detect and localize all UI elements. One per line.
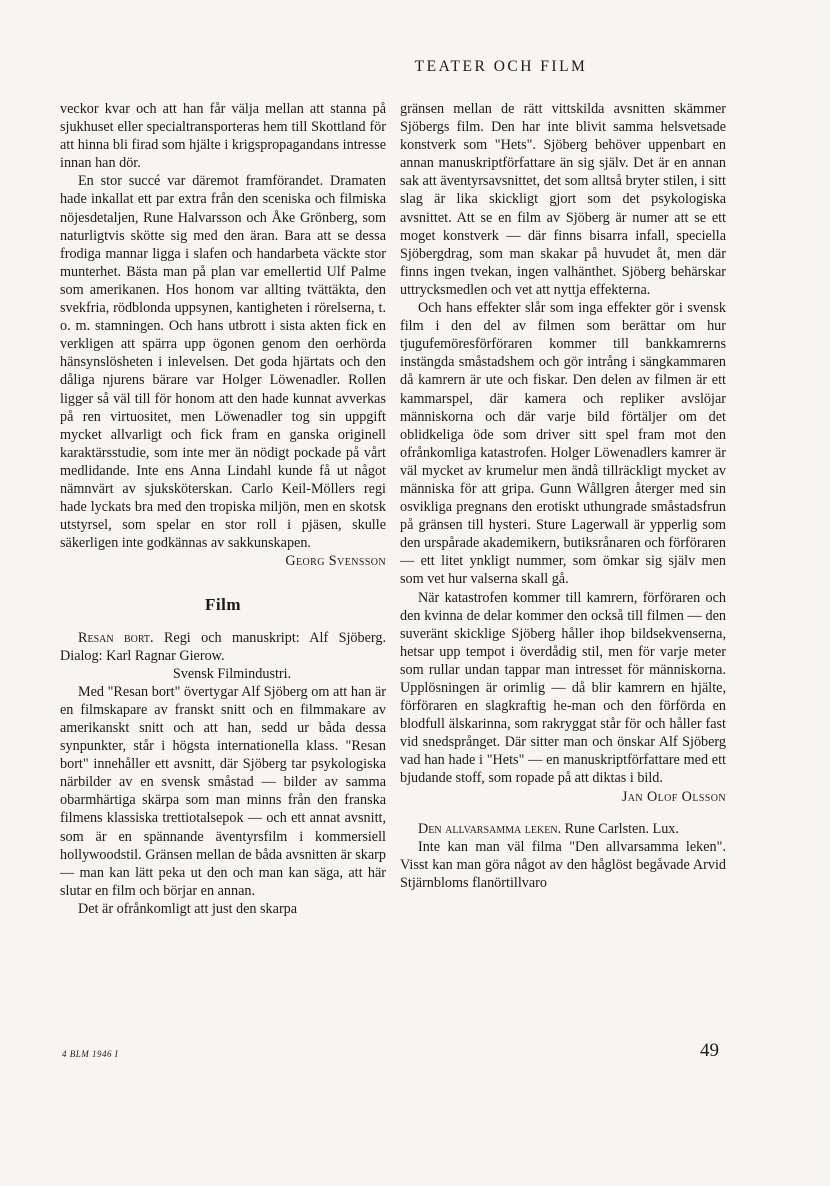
review-studio: Svensk Filmindustri. — [172, 665, 292, 682]
signature-mark: 4 BLM 1946 I — [62, 1049, 119, 1059]
right-paragraph-4: Inte kan man väl filma "Den allvarsamma leken". Visst kan man göra något av den håglöst begåvade Arvid Stjärnbloms flanörtillvaro — [400, 838, 726, 891]
review-title: Den allvarsamma leken. — [418, 820, 562, 837]
left-paragraph-2: En stor succé var däremot framförandet. Dramaten hade inkallat ett par extra från den sceniska och filmiska nöjesdetaljen, Rune Halvarsson och Åke Grönberg, som naturligtvis skötte sig med den äran. Bara att se dessa frodiga mannar ligga i slafen och handarbeta väckte stor munterhet. Bästa man på plan var emellertid Ulf Palme som amerikanen. Hos honom var allting tvättäkta, den svekfria, rödblonda uppsynen, kantigheten i rörelserna, t. o. m. stamningen. Och hans utbrott i sista akten fick en verkligen att spärra upp ögonen genom den oerhörda hänsynslösheten i inlevelsen. Det goda hjärtats och den dåliga njurens bärare var Holger Löwenadler. Rollen ligger så väl till för honom att den hade kunnat avverkas på ren virtuositet, men Löwenadler tog sin uppgift mycket allvarligt och fick fram en ganska originell karaktärsstudie, som inte mer än nödigt pockade på vårt medlidande. Inte ens Anna Lindahl kunde få ut något nämnvärt av sjuksköterskan. Carlo Keil-Möllers regi hade lyckats bra med den tropiska miljön, men en skotsk utstyrsel, som spelar en stor roll i pjäsen, skulle säkerligen inte godkännas av sakkunskapen. — [60, 173, 386, 552]
right-paragraph-3: När katastrofen kommer till kamrern, förföraren och den kvinna de delar kommer den också till filmen — den suveränt skicklige Sjöberg håller ihop bildsekvenserna, hetsar upp tempot i överdådig stil, men för varje meter som rullar undan tappar man intresset för människorna. Upplösningen är orimlig — då blir kamrern en hjälte, förföraren en slagkraftig he-man och den förförda en blodfull älskarinna, som rakryggat står för och håller fast vid snedsprånget. Där sitter man och önskar Alf Sjöberg vad han hade i "Hets" — en manuskriptförfattare med ett bjudande stoff, som ropade på att diktas i bild. — [400, 589, 726, 787]
page-number: 49 — [700, 1040, 719, 1061]
review-credits: Regi och manuskript: Alf Sjöberg. Dialog: Karl Ragnar Gierow. — [60, 629, 386, 664]
section-heading-film: Film — [205, 595, 241, 615]
signature-jan-olof-olsson: Jan Olof Olsson — [621, 788, 726, 805]
spacer — [400, 806, 726, 820]
right-paragraph-2: Och hans effekter slår som inga effekter gör i svensk film i den del av filmen som berättar om hur tjugufemöresförföraren kommer till bankkamrerns instängda småstadshem och gör intrång i sängkammaren då kamrern är ute och fiskar. Den delen av filmen är ett kammarspel, där kamera och repliker avslöjar människorna och där varje bild förtäljer om det oblidkeliga öde som driver sitt spel fram mot den ofrånkomliga katastrofen. Holger Löwenadlers kamrer är väl mycket av krumelur men ändå tillräckligt mycket av människa för att gripa. Gunn Wållgren återger med sin osvikliga pregnans den erotiskt uthungrade småstadsfrun på gränsen till hysteri. Sture Lagerwall är ypperlig som den urspårade akademikern, butiksrånaren och förföraren — ett litet ynkligt nummer, som ömkar sig själv men som vet hur valserna skall gå. — [400, 300, 726, 588]
review-title: Resan bort. — [78, 629, 154, 646]
right-column — [400, 100, 726, 892]
left-paragraph-4: Det är ofrånkomligt att just den skarpa — [78, 900, 298, 917]
left-column — [60, 100, 386, 918]
left-paragraph-1: veckor kvar och att han får välja mellan att stanna på sjukhuset eller specialtransporteras hem till Skottland för att hinna bli firad som hjälte i krigspropagandans intresse innan han dör. — [60, 101, 386, 172]
review-credits: Rune Carlsten. Lux. — [564, 820, 679, 837]
running-title: TEATER OCH FILM — [414, 58, 588, 75]
signature-georg-svensson: Georg Svensson — [285, 553, 386, 570]
left-paragraph-3: Med "Resan bort" övertygar Alf Sjöberg om att han är en filmskapare av franskt snitt och en filmmakare av amerikanskt snitt och att han, sedd ur båda dessa synpunkter, står i högsta internationella klass. "Resan bort" innehåller ett avsnitt, där Sjöberg tar psykologiska närbilder av en svensk småstad — bilder av samma obarmhärtiga skärpa som man minns från den franska filmens klassiska trettiotalsepok — och ett annat avsnitt, som är en spännande äventyrsfilm i kommersiell hollywoodstil. Gränsen mellan de båda avsnitten är skarp — man kan lätt peka ut den och man kan säga, att här slutar en film och börjar en annan. — [60, 683, 386, 899]
review-heading-den-allvarsamma-leken — [400, 820, 726, 838]
review-heading-resan-bort — [60, 629, 386, 683]
right-paragraph-1: gränsen mellan de rätt vittskilda avsnitten skämmer Sjöbergs film. Den har inte blivit samma helsvetsade konstverk som "Hets". Sjöberg behöver uppenbart en annan manuskriptförfattare än sig själv. Det är en annan sak att äventyrsavsnittet, det som alltså bryter stilen, i sitt slag är lika skickligt gjort som det psykologiska avsnittet. Att se en film av Sjöberg är numer att se ett moget konstverk — där finns bisarra infall, speciella Sjöbergdrag, som man skakar på huvudet åt, men där finns ingen tvekan, ingen valhänthet. Sjöberg behärskar uttrycksmedlen och vet att nyttja effekterna. — [400, 101, 726, 298]
